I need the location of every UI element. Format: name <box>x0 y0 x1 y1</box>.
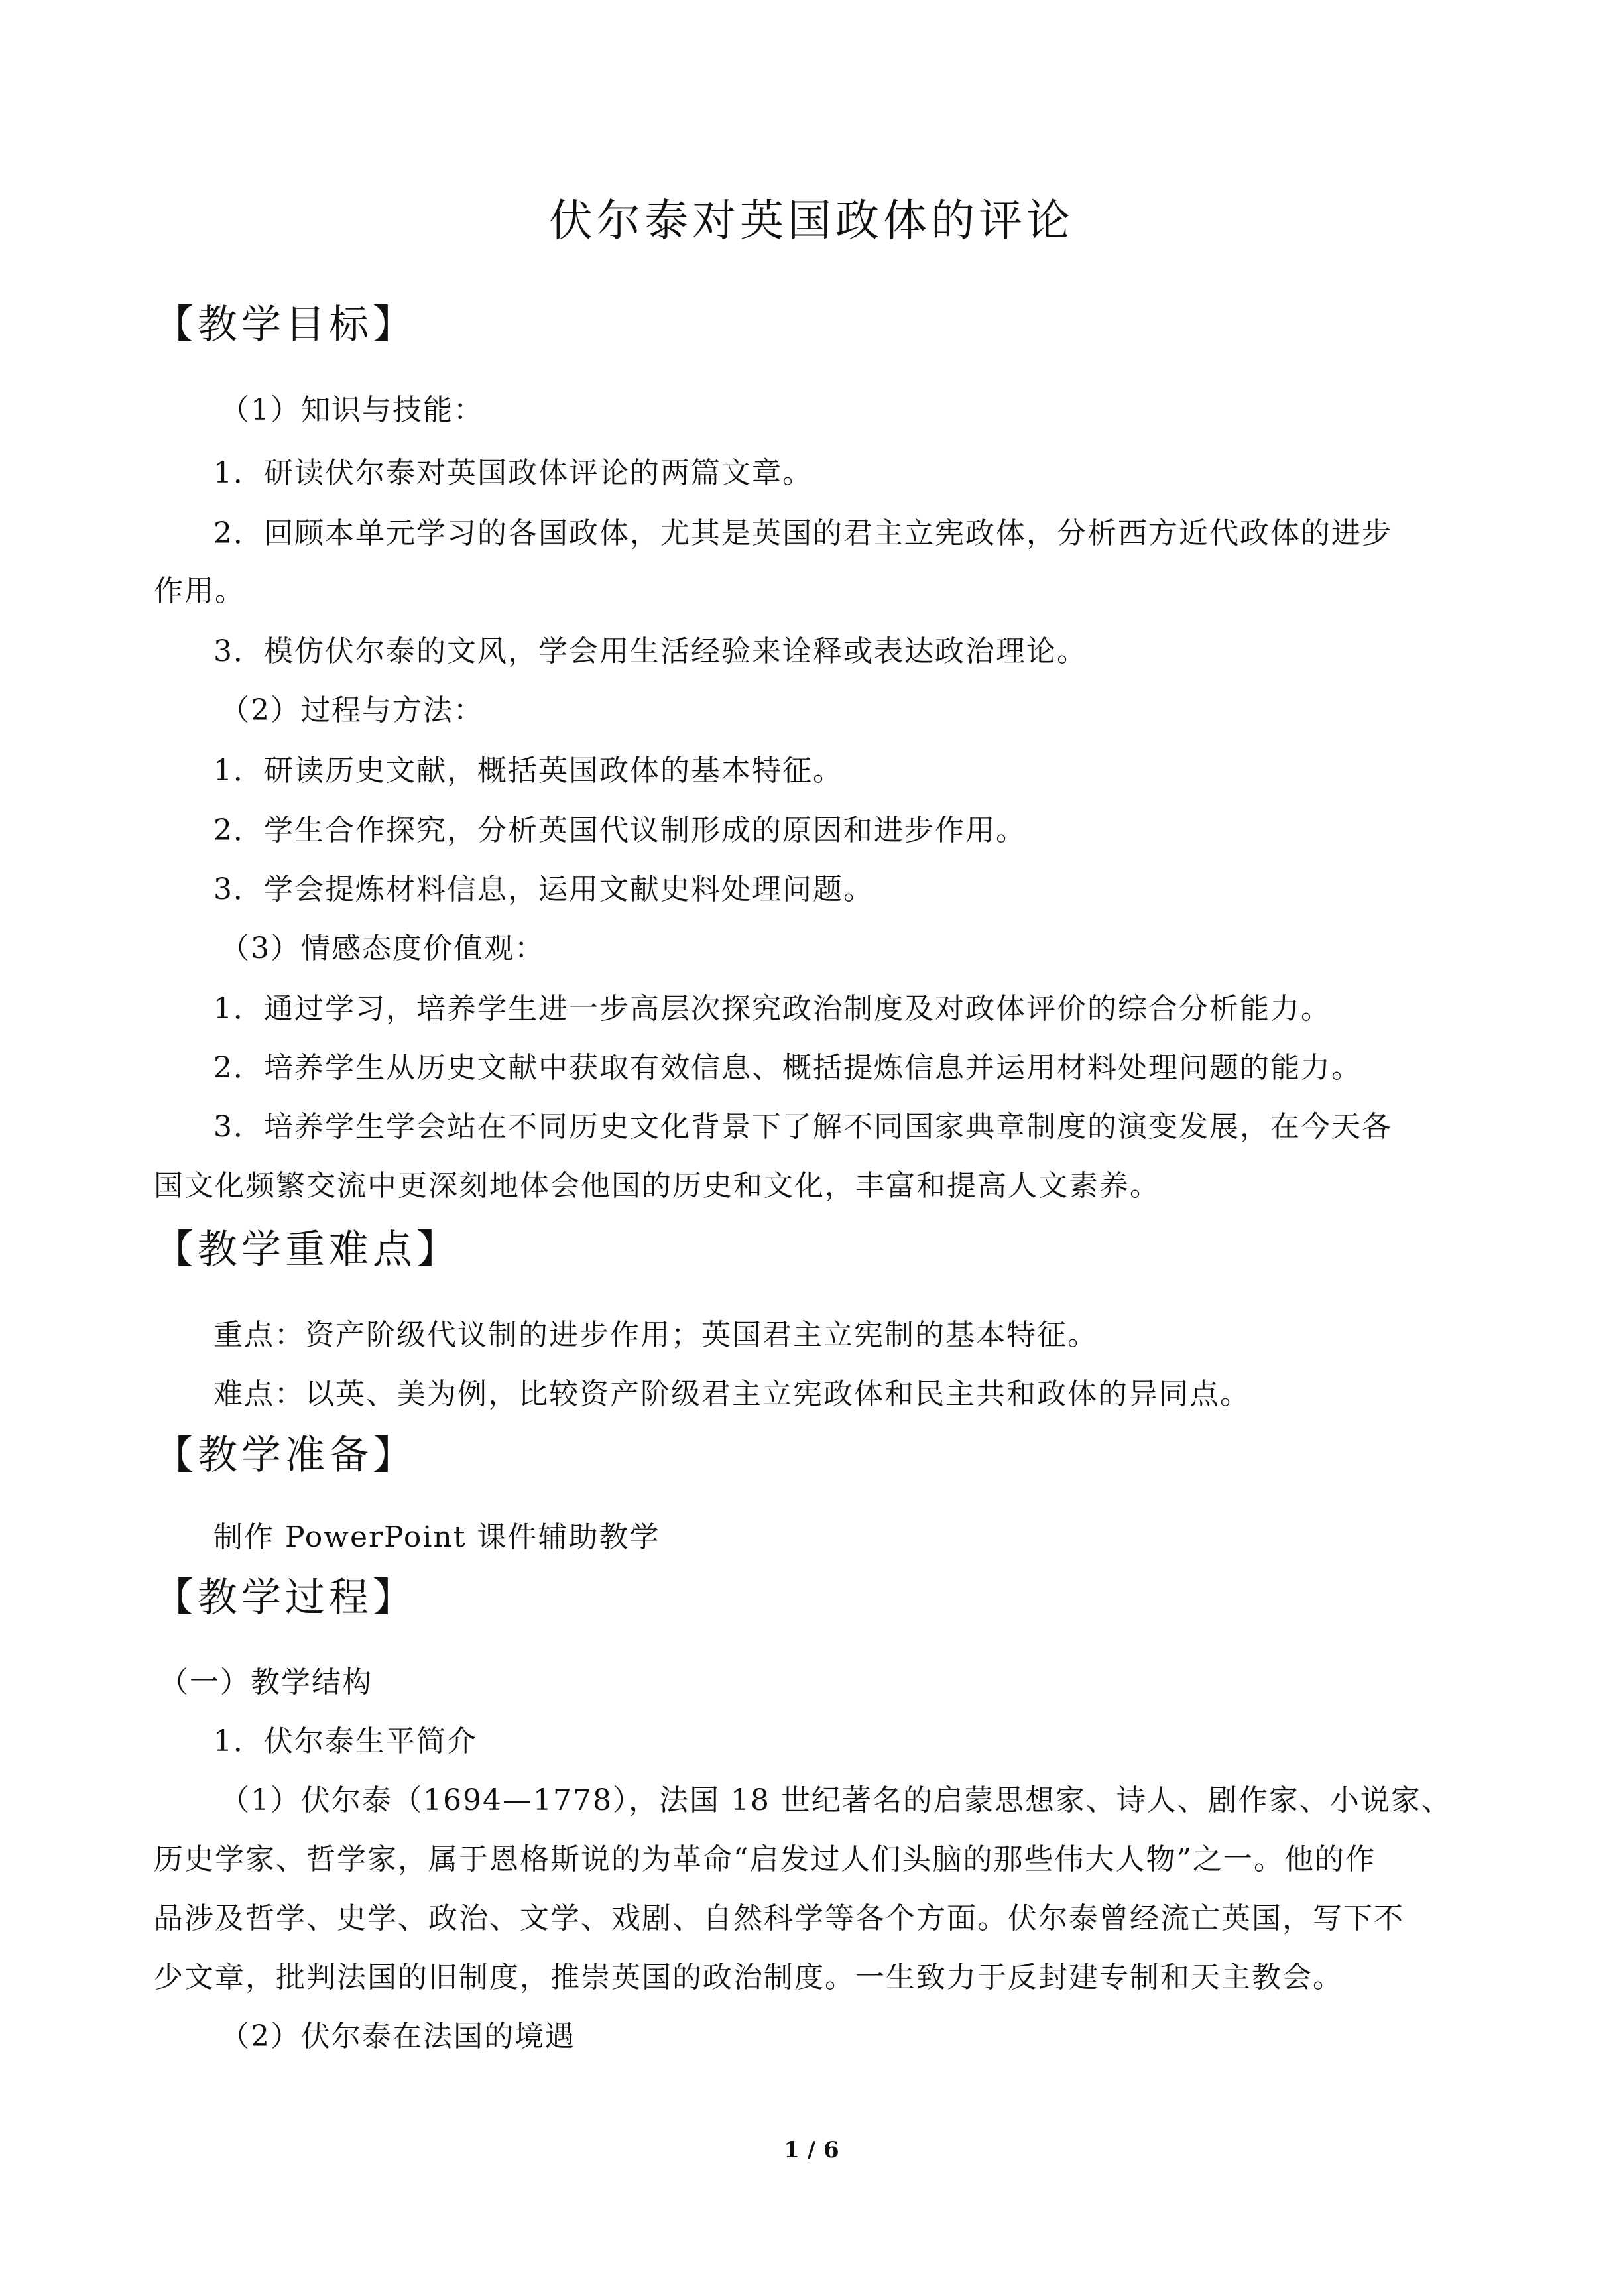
objective-knowledge-1: 1．研读伏尔泰对英国政体评论的两篇文章。 <box>213 456 813 490</box>
document-title: 伏尔泰对英国政体的评论 <box>549 195 1074 246</box>
objective-process-label: （2）过程与方法： <box>220 694 484 727</box>
page-number: 1 / 6 <box>784 2137 839 2163</box>
bio-paragraph-line-3: 品涉及哲学、史学、政治、文学、戏剧、自然科学等各个方面。伏尔泰曾经流亡英国，写下不 <box>154 1902 1404 1935</box>
bio-paragraph-line-1: （1）伏尔泰（1694—1778），法国 18 世纪著名的启蒙思想家、诗人、剧作家、小说家、 <box>220 1783 1452 1817</box>
objective-values-2: 2．培养学生从历史文献中获取有效信息、概括提炼信息并运用材料处理问题的能力。 <box>213 1051 1362 1085</box>
process-item-1: 1．伏尔泰生平简介 <box>213 1724 477 1758</box>
objective-knowledge-3: 3．模仿伏尔泰的文风，学会用生活经验来诠释或表达政治理论。 <box>213 634 1087 668</box>
objective-process-1: 1．研读历史文献，概括英国政体的基本特征。 <box>213 754 843 788</box>
objective-values-3-cont: 国文化频繁交流中更深刻地体会他国的历史和文化，丰富和提高人文素养。 <box>154 1169 1160 1203</box>
objective-knowledge-2-cont: 作用。 <box>154 574 245 608</box>
preparation-text: 制作 PowerPoint 课件辅助教学 <box>213 1520 660 1554</box>
section-heading-key-points: 【教学重难点】 <box>154 1227 460 1273</box>
difficult-point: 难点：以英、美为例，比较资产阶级君主立宪政体和民主共和政体的异同点。 <box>213 1377 1250 1411</box>
objective-values-label: （3）情感态度价值观： <box>220 932 545 965</box>
key-point: 重点：资产阶级代议制的进步作用；英国君主立宪制的基本特征。 <box>213 1318 1098 1352</box>
objective-knowledge-label: （1）知识与技能： <box>220 393 484 427</box>
objective-knowledge-2: 2．回顾本单元学习的各国政体，尤其是英国的君主立宪政体，分析西方近代政体的进步 <box>213 516 1392 550</box>
bio-paragraph-line-2: 历史学家、哲学家，属于恩格斯说的为革命“启发过人们头脑的那些伟大人物”之一。他的作 <box>154 1843 1376 1876</box>
process-structure-label: （一）教学结构 <box>159 1665 373 1699</box>
section-heading-preparation: 【教学准备】 <box>154 1432 416 1479</box>
section-heading-objectives: 【教学目标】 <box>154 302 416 348</box>
process-sub-2: （2）伏尔泰在法国的境遇 <box>220 2020 575 2053</box>
objective-values-3: 3．培养学生学会站在不同历史文化背景下了解不同国家典章制度的演变发展，在今天各 <box>213 1110 1392 1144</box>
objective-values-1: 1．通过学习，培养学生进一步高层次探究政治制度及对政体评价的综合分析能力。 <box>213 992 1331 1026</box>
bio-paragraph-line-4: 少文章，批判法国的旧制度，推崇英国的政治制度。一生致力于反封建专制和天主教会。 <box>154 1961 1343 1994</box>
section-heading-process: 【教学过程】 <box>154 1575 416 1621</box>
objective-process-3: 3．学会提炼材料信息，运用文献史料处理问题。 <box>213 873 874 906</box>
objective-process-2: 2．学生合作探究，分析英国代议制形成的原因和进步作用。 <box>213 814 1026 847</box>
